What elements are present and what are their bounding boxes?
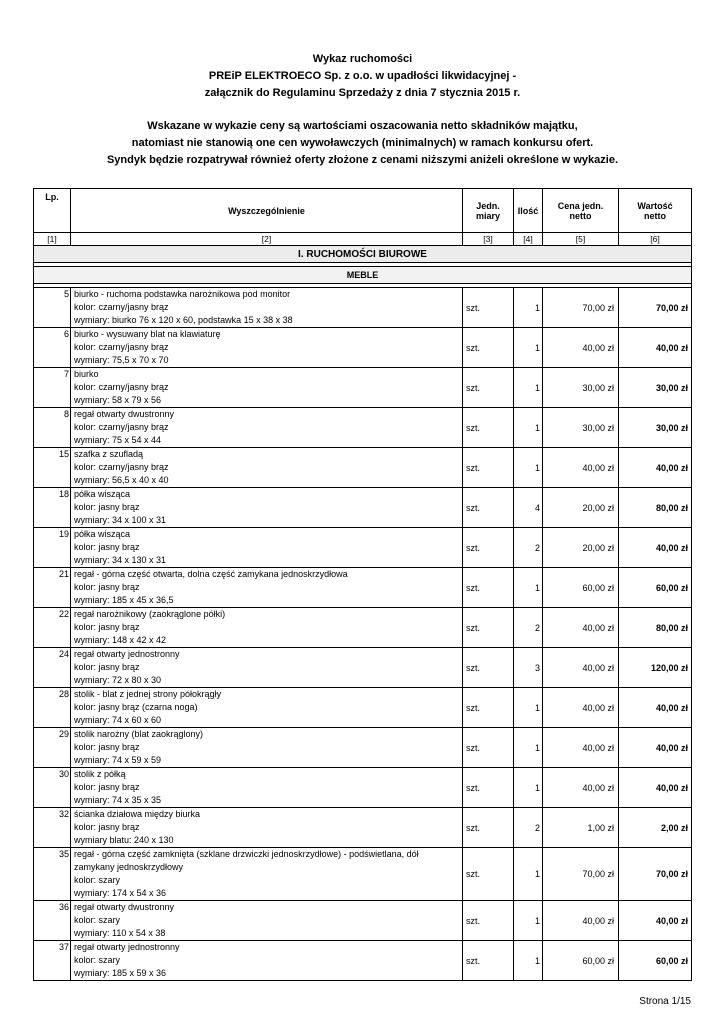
- description-line: kolor: czarny/jasny brąz: [74, 342, 169, 352]
- item-quantity: 4: [514, 488, 543, 528]
- item-unit: szt.: [463, 808, 514, 848]
- item-unit-price: 40,00 zł: [543, 648, 619, 688]
- item-unit: szt.: [463, 768, 514, 808]
- item-number: 36: [34, 901, 71, 941]
- header-unit: [463, 189, 514, 233]
- description-line: kolor: jasny brąz: [74, 502, 140, 512]
- description-line: kolor: szary: [74, 875, 121, 885]
- item-unit: szt.: [463, 848, 514, 901]
- description-line: wymiary: 74 x 59 x 59: [74, 755, 162, 765]
- description-line: regał otwarty jednostronny: [74, 649, 180, 659]
- column-number: [1]: [34, 233, 71, 246]
- item-description: [71, 648, 463, 688]
- header-value-line: netto: [644, 210, 666, 221]
- item-description: [71, 328, 463, 368]
- item-quantity: 1: [514, 328, 543, 368]
- header-unit-price: [543, 189, 619, 233]
- section-header-row: [34, 246, 692, 263]
- item-value: 80,00 zł: [619, 488, 692, 528]
- header-price-line: Cena jedn.: [557, 200, 604, 211]
- item-description: [71, 488, 463, 528]
- item-unit: szt.: [463, 448, 514, 488]
- title-line: Wykaz ruchomości: [312, 53, 413, 65]
- header-description: Wyszczególnienie: [71, 189, 463, 233]
- item-value: 30,00 zł: [619, 368, 692, 408]
- column-number: [5]: [543, 233, 619, 246]
- description-line: regał otwarty dwustronny: [74, 902, 175, 912]
- description-line: kolor: czarny/jasny brąz: [74, 302, 169, 312]
- document-title: [0, 51, 725, 102]
- description-line: kolor: jasny brąz: [74, 582, 140, 592]
- item-unit-price: 40,00 zł: [543, 328, 619, 368]
- item-unit-price: 60,00 zł: [543, 941, 619, 981]
- item-quantity: 1: [514, 901, 543, 941]
- item-unit-price: 20,00 zł: [543, 488, 619, 528]
- description-line: zamykany jednoskrzydłowy: [74, 862, 184, 872]
- description-line: wymiary: 185 x 45 x 36,5: [74, 595, 174, 605]
- item-description: [71, 901, 463, 941]
- description-line: wymiary: 75 x 54 x 44: [74, 435, 162, 445]
- description-line: wymiary: biurko 76 x 120 x 60, podstawka 15 x 38 x 38: [74, 315, 293, 325]
- description-line: regał otwarty dwustronny: [74, 409, 175, 419]
- description-line: wymiary: 74 x 60 x 60: [74, 715, 162, 725]
- description-line: wymiary: 110 x 54 x 38: [74, 928, 166, 938]
- description-line: wymiary: 75,5 x 70 x 70: [74, 355, 169, 365]
- item-unit: szt.: [463, 408, 514, 448]
- description-line: wymiary: 58 x 79 x 56: [74, 395, 162, 405]
- item-unit-price: 40,00 zł: [543, 901, 619, 941]
- item-number: 35: [34, 848, 71, 901]
- description-line: wymiary: 56,5 x 40 x 40: [74, 475, 169, 485]
- item-unit: szt.: [463, 901, 514, 941]
- note-line: natomiast nie stanowią one cen wywoławczych (minimalnych) w ramach konkursu ofert.: [131, 137, 594, 149]
- item-quantity: 1: [514, 368, 543, 408]
- header-quantity: Ilość: [514, 189, 543, 233]
- item-number: 19: [34, 528, 71, 568]
- description-line: regał otwarty jednostronny: [74, 942, 180, 952]
- description-line: regał - górna część zamknięta (szklane drzwiczki jednoskrzydłowe) - podświetlana, dół: [74, 849, 419, 859]
- description-line: wymiary: 174 x 54 x 36: [74, 888, 167, 898]
- item-unit-price: 40,00 zł: [543, 728, 619, 768]
- description-line: wymiary: 185 x 59 x 36: [74, 968, 167, 978]
- item-unit: szt.: [463, 328, 514, 368]
- table-row: [34, 848, 692, 901]
- item-number: 6: [34, 328, 71, 368]
- description-line: kolor: jasny brąz: [74, 542, 140, 552]
- item-description: [71, 448, 463, 488]
- table-row: [34, 688, 692, 728]
- item-number: 32: [34, 808, 71, 848]
- item-number: 24: [34, 648, 71, 688]
- item-unit-price: 40,00 zł: [543, 608, 619, 648]
- item-quantity: 1: [514, 448, 543, 488]
- column-number: [3]: [463, 233, 514, 246]
- item-unit: szt.: [463, 488, 514, 528]
- table-row: [34, 608, 692, 648]
- column-number: [4]: [514, 233, 543, 246]
- item-quantity: 2: [514, 608, 543, 648]
- item-unit: szt.: [463, 728, 514, 768]
- table-row: [34, 488, 692, 528]
- table-row: [34, 728, 692, 768]
- description-line: stolik z półką: [74, 769, 126, 779]
- table-row: [34, 568, 692, 608]
- table-row: [34, 368, 692, 408]
- item-value: 70,00 zł: [619, 288, 692, 328]
- description-line: stolik - blat z jednej strony półokrągły: [74, 689, 222, 699]
- column-number: [6]: [619, 233, 692, 246]
- description-line: regał narożnikowy (zaokrąglone półki): [74, 609, 226, 619]
- table-row: [34, 808, 692, 848]
- item-unit-price: 30,00 zł: [543, 368, 619, 408]
- item-unit-price: 60,00 zł: [543, 568, 619, 608]
- item-number: 21: [34, 568, 71, 608]
- column-number: [2]: [71, 233, 463, 246]
- column-number-row: [34, 233, 692, 246]
- category-header-row: [34, 267, 692, 284]
- item-description: [71, 568, 463, 608]
- table-row: [34, 528, 692, 568]
- item-value: 2,00 zł: [619, 808, 692, 848]
- header-lp: Lp.: [34, 189, 71, 233]
- item-quantity: 1: [514, 941, 543, 981]
- item-value: 40,00 zł: [619, 768, 692, 808]
- title-line: załącznik do Regulaminu Sprzedaży z dnia 7 stycznia 2015 r.: [204, 87, 521, 99]
- title-line: PREiP ELEKTROECO Sp. z o.o. w upadłości likwidacyjnej -: [208, 70, 517, 82]
- item-description: [71, 728, 463, 768]
- item-description: [71, 848, 463, 901]
- item-description: [71, 368, 463, 408]
- item-value: 120,00 zł: [619, 648, 692, 688]
- item-description: [71, 528, 463, 568]
- item-number: 15: [34, 448, 71, 488]
- description-line: stolik narożny (blat zaokrąglony): [74, 729, 204, 739]
- note-line: Syndyk będzie rozpatrywał również oferty złożone z cenami niższymi aniżeli określone w wykazie.: [106, 154, 619, 166]
- item-unit: szt.: [463, 528, 514, 568]
- item-quantity: 1: [514, 768, 543, 808]
- item-quantity: 1: [514, 848, 543, 901]
- item-quantity: 2: [514, 808, 543, 848]
- header-price-line: netto: [569, 210, 592, 221]
- category-title: MEBLE: [34, 267, 692, 284]
- table-row: [34, 288, 692, 328]
- item-number: 18: [34, 488, 71, 528]
- item-value: 40,00 zł: [619, 688, 692, 728]
- description-line: kolor: czarny/jasny brąz: [74, 382, 169, 392]
- item-quantity: 1: [514, 408, 543, 448]
- item-value: 40,00 zł: [619, 901, 692, 941]
- section-title: I. RUCHOMOŚCI BIUROWE: [34, 246, 692, 263]
- description-line: szafka z szufladą: [74, 449, 144, 459]
- table-row: [34, 648, 692, 688]
- item-unit: szt.: [463, 568, 514, 608]
- header-value: [619, 189, 692, 233]
- item-unit-price: 40,00 zł: [543, 768, 619, 808]
- description-line: kolor: czarny/jasny brąz: [74, 422, 169, 432]
- description-line: biurko - wysuwany blat na klawiaturę: [74, 329, 221, 339]
- item-number: 5: [34, 288, 71, 328]
- item-number: 28: [34, 688, 71, 728]
- item-unit-price: 1,00 zł: [543, 808, 619, 848]
- description-line: kolor: jasny brąz: [74, 742, 140, 752]
- item-description: [71, 408, 463, 448]
- description-line: kolor: jasny brąz (czarna noga): [74, 702, 198, 712]
- description-line: biurko - ruchoma podstawka narożnikowa pod monitor: [74, 289, 291, 299]
- item-quantity: 1: [514, 288, 543, 328]
- pricing-note: [0, 118, 725, 169]
- item-number: 22: [34, 608, 71, 648]
- description-line: półka wisząca: [74, 529, 131, 539]
- page-number: Strona 1/15: [639, 996, 691, 1007]
- description-line: biurko: [74, 369, 99, 379]
- description-line: półka wisząca: [74, 489, 131, 499]
- table-header-row: [34, 189, 692, 233]
- description-line: kolor: czarny/jasny brąz: [74, 462, 169, 472]
- item-value: 80,00 zł: [619, 608, 692, 648]
- table-row: [34, 328, 692, 368]
- item-value: 70,00 zł: [619, 848, 692, 901]
- description-line: wymiary: 34 x 130 x 31: [74, 555, 167, 565]
- asset-table: [33, 188, 692, 981]
- item-description: [71, 608, 463, 648]
- note-line: Wskazane w wykazie ceny są wartościami oszacowania netto składników majątku,: [147, 120, 578, 132]
- description-line: regał - górna część otwarta, dolna część zamykana jednoskrzydłowa: [74, 569, 348, 579]
- item-unit: szt.: [463, 941, 514, 981]
- header-unit-line: miary: [475, 210, 501, 221]
- item-description: [71, 941, 463, 981]
- item-number: 29: [34, 728, 71, 768]
- item-unit-price: 70,00 zł: [543, 288, 619, 328]
- item-quantity: 1: [514, 568, 543, 608]
- item-unit-price: 70,00 zł: [543, 848, 619, 901]
- description-line: kolor: jasny brąz: [74, 822, 140, 832]
- item-number: 8: [34, 408, 71, 448]
- description-line: kolor: szary: [74, 915, 121, 925]
- table-row: [34, 901, 692, 941]
- item-unit-price: 30,00 zł: [543, 408, 619, 448]
- description-line: ścianka działowa między biurka: [74, 809, 201, 819]
- item-quantity: 2: [514, 528, 543, 568]
- item-description: [71, 688, 463, 728]
- item-unit-price: 20,00 zł: [543, 528, 619, 568]
- item-unit: szt.: [463, 608, 514, 648]
- item-description: [71, 768, 463, 808]
- item-value: 40,00 zł: [619, 528, 692, 568]
- item-quantity: 1: [514, 688, 543, 728]
- item-value: 40,00 zł: [619, 448, 692, 488]
- item-description: [71, 808, 463, 848]
- table-row: [34, 941, 692, 981]
- item-value: 40,00 zł: [619, 728, 692, 768]
- table-row: [34, 448, 692, 488]
- description-line: kolor: jasny brąz: [74, 782, 140, 792]
- description-line: kolor: jasny brąz: [74, 622, 140, 632]
- item-number: 37: [34, 941, 71, 981]
- item-description: [71, 288, 463, 328]
- item-quantity: 1: [514, 728, 543, 768]
- item-unit: szt.: [463, 368, 514, 408]
- item-unit-price: 40,00 zł: [543, 688, 619, 728]
- item-unit-price: 40,00 zł: [543, 448, 619, 488]
- item-value: 30,00 zł: [619, 408, 692, 448]
- table-row: [34, 768, 692, 808]
- item-unit: szt.: [463, 648, 514, 688]
- header-value-line: Wartość: [637, 200, 673, 211]
- description-line: wymiary: 72 x 80 x 30: [74, 675, 162, 685]
- item-unit: szt.: [463, 288, 514, 328]
- header-unit-line: Jedn.: [476, 200, 500, 211]
- description-line: kolor: jasny brąz: [74, 662, 140, 672]
- table-row: [34, 408, 692, 448]
- description-line: kolor: szary: [74, 955, 121, 965]
- description-line: wymiary: 74 x 35 x 35: [74, 795, 162, 805]
- item-number: 7: [34, 368, 71, 408]
- item-value: 60,00 zł: [619, 941, 692, 981]
- item-unit: szt.: [463, 688, 514, 728]
- description-line: wymiary: 148 x 42 x 42: [74, 635, 167, 645]
- item-value: 40,00 zł: [619, 328, 692, 368]
- description-line: wymiary: 34 x 100 x 31: [74, 515, 167, 525]
- item-value: 60,00 zł: [619, 568, 692, 608]
- description-line: wymiary blatu: 240 x 130: [74, 835, 174, 845]
- item-number: 30: [34, 768, 71, 808]
- item-quantity: 3: [514, 648, 543, 688]
